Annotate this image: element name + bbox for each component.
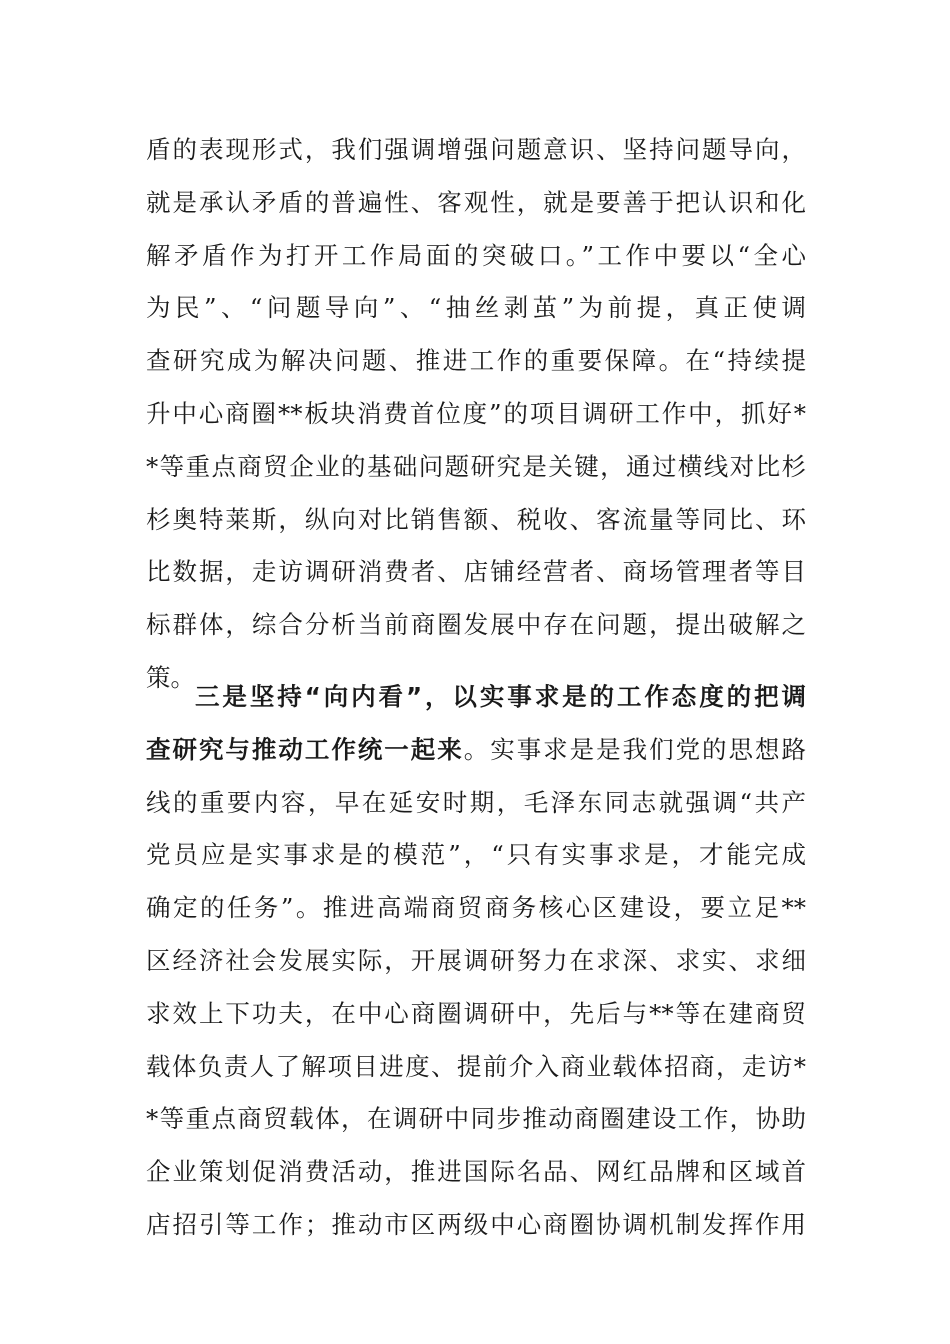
paragraph-line: 党员应是实事求是的模范”，“只有实事求是，才能完成 [146,840,806,870]
paragraph-line: 企业策划促消费活动，推进国际名品、网红品牌和区域首 [146,1157,806,1187]
paragraph-line: 店招引等工作；推动市区两级中心商圈协调机制发挥作用 [146,1209,806,1239]
paragraph-line: 升中心商圈**板块消费首位度”的项目调研工作中，抓好* [146,398,806,428]
paragraph-line: 解矛盾作为打开工作局面的突破口。”工作中要以“全心 [146,240,806,270]
paragraph-line: 求效上下功夫，在中心商圈调研中，先后与**等在建商贸 [146,998,806,1028]
paragraph-line: 确定的任务”。推进高端商贸商务核心区建设，要立足** [146,893,806,923]
paragraph-line [146,724,806,777]
paragraph-line: *等重点商贸载体，在调研中同步推动商圈建设工作，协助 [146,1104,806,1134]
paragraph-line: 线的重要内容，早在延安时期，毛泽东同志就强调“共产 [146,787,806,817]
paragraph-text: 。实事求是是我们党的思想路 [463,734,806,764]
paragraph-line: 策。 [146,662,195,692]
paragraph-line: 查研究成为解决问题、推进工作的重要保障。在“持续提 [146,346,806,376]
paragraph-line: 杉奥特莱斯，纵向对比销售额、税收、客流量等同比、环 [146,504,806,534]
paragraph-line: 就是承认矛盾的普遍性、客观性，就是要善于把认识和化 [146,187,806,217]
paragraph-line: *等重点商贸企业的基础问题研究是关键，通过横线对比杉 [146,451,806,481]
paragraph-line: 盾的表现形式，我们强调增强问题意识、坚持问题导向， [146,135,806,164]
section-heading-continued: 查研究与推动工作统一起来 [146,734,464,764]
paragraph-line: 载体负责人了解项目进度、提前介入商业载体招商，走访* [146,1051,806,1081]
section-heading: 三是坚持“向内看”，以实事求是的工作态度的把调 [195,682,806,711]
paragraph-1 [146,124,806,705]
paragraph-2 [146,671,806,1252]
paragraph-line: 标群体，综合分析当前商圈发展中存在问题，提出破解之 [146,610,806,640]
paragraph-line: 比数据，走访调研消费者、店铺经营者、商场管理者等目 [146,557,806,587]
paragraph-line: 区经济社会发展实际，开展调研努力在求深、求实、求细 [146,945,806,975]
paragraph-line: 为民”、“问题导向”、“抽丝剥茧”为前提，真正使调 [146,293,806,323]
